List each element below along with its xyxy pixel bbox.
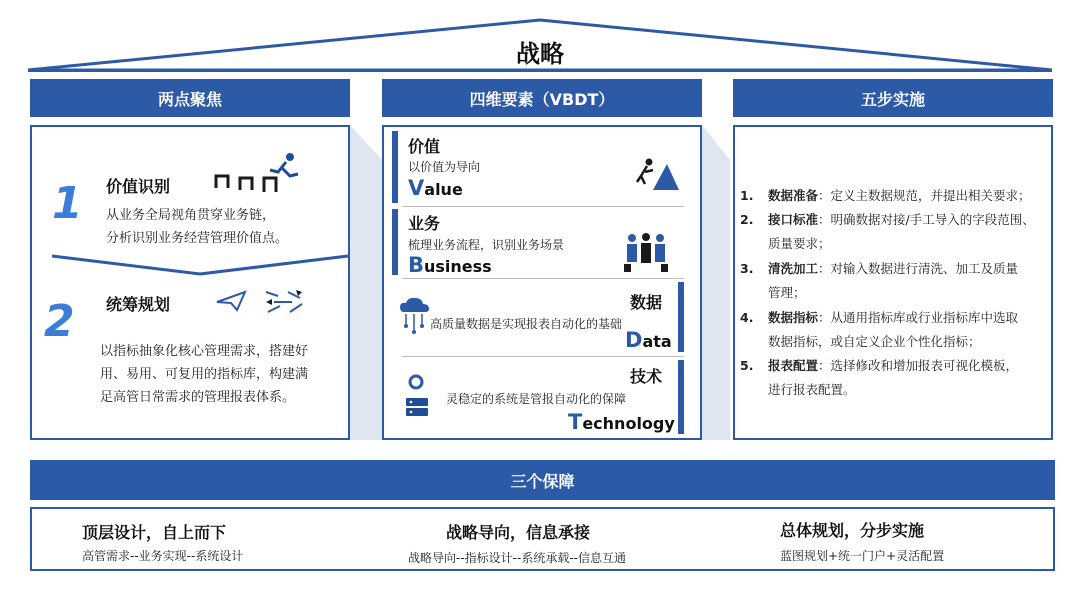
- guarantee-sub-1: 高管需求--业务实现--系统设计: [82, 549, 244, 563]
- technology-accent-bar: [678, 360, 684, 434]
- step-1: 1. 数据准备：定义主数据规范，并提出相关要求；: [740, 188, 1031, 203]
- guarantee-title-3: 总体规划，分步实施: [780, 521, 925, 540]
- hurdle-runner-icon: [212, 152, 307, 198]
- business-title: 业务: [408, 214, 441, 233]
- guarantee-sub-2: 战略导向--指标设计--系统承载--信息互通: [408, 551, 626, 565]
- business-english: Business: [408, 253, 492, 277]
- item-desc-2: 以指标抽象化核心管理需求，搭建好 用、易用、可复用的指标库，构建满 足高管日常需求的管理报表体系。: [100, 344, 309, 405]
- item-title-overall-plan: 统筹规划: [106, 295, 171, 314]
- item-desc-1: 从业务全局视角贯穿业务链， 分析识别业务经营管理价值点。: [106, 208, 289, 246]
- header-four-elements: 四维要素（VBDT）: [382, 79, 702, 117]
- data-accent-bar: [678, 282, 684, 352]
- arrows-network-icon: [262, 286, 306, 322]
- guarantee-title-1: 顶层设计，自上而下: [82, 523, 227, 542]
- step-4: 4. 数据指标：从通用指标库或行业指标库中选取 数据指标，或自定义企业个性化指标；: [740, 310, 1019, 349]
- step-5: 5. 报表配置：选择修改和增加报表可视化模板， 进行报表配置。: [740, 358, 1019, 397]
- guarantee-title-2: 战略导向，信息承接: [446, 523, 591, 542]
- header-five-steps: 五步实施: [733, 79, 1053, 117]
- roof-title: 战略: [516, 40, 564, 68]
- separator: [402, 278, 684, 279]
- guarantee-sub-3: 蓝图规划+统一门户+灵活配置: [780, 549, 945, 563]
- cloud-network-icon: [398, 296, 432, 340]
- technology-title: 技术: [630, 367, 663, 386]
- value-desc: 以价值为导向: [408, 160, 481, 174]
- climber-mountain-icon: [635, 154, 679, 196]
- item-number-2: 2: [44, 296, 75, 347]
- paper-plane-icon: [215, 290, 249, 316]
- guarantee-header: 三个保障: [30, 460, 1055, 500]
- gear-server-icon: [402, 372, 432, 428]
- chevron-divider: [50, 250, 350, 280]
- value-english: Value: [408, 176, 463, 200]
- value-title: 价值: [408, 137, 441, 156]
- data-title: 数据: [630, 293, 663, 312]
- separator: [402, 356, 684, 357]
- business-team-icon: [622, 232, 670, 278]
- separator: [402, 206, 684, 207]
- data-desc: 高质量数据是实现报表自动化的基础: [430, 317, 623, 331]
- technology-english: Technology: [568, 410, 675, 434]
- item-number-1: 1: [52, 178, 83, 229]
- technology-desc: 灵稳定的系统是管报自动化的保障: [446, 392, 627, 406]
- item-title-value-identify: 价值识别: [106, 177, 171, 196]
- header-two-focus: 两点聚焦: [30, 79, 350, 117]
- step-3: 3. 清洗加工：对输入数据进行清洗、加工及质量 管理；: [740, 261, 1019, 300]
- value-accent-bar: [392, 131, 398, 203]
- business-desc: 梳理业务流程，识别业务场景: [408, 238, 565, 252]
- step-2: 2. 接口标准：明确数据对接/手工导入的字段范围、 质量要求；: [740, 212, 1035, 251]
- business-accent-bar: [392, 209, 398, 275]
- data-english: Data: [625, 328, 672, 352]
